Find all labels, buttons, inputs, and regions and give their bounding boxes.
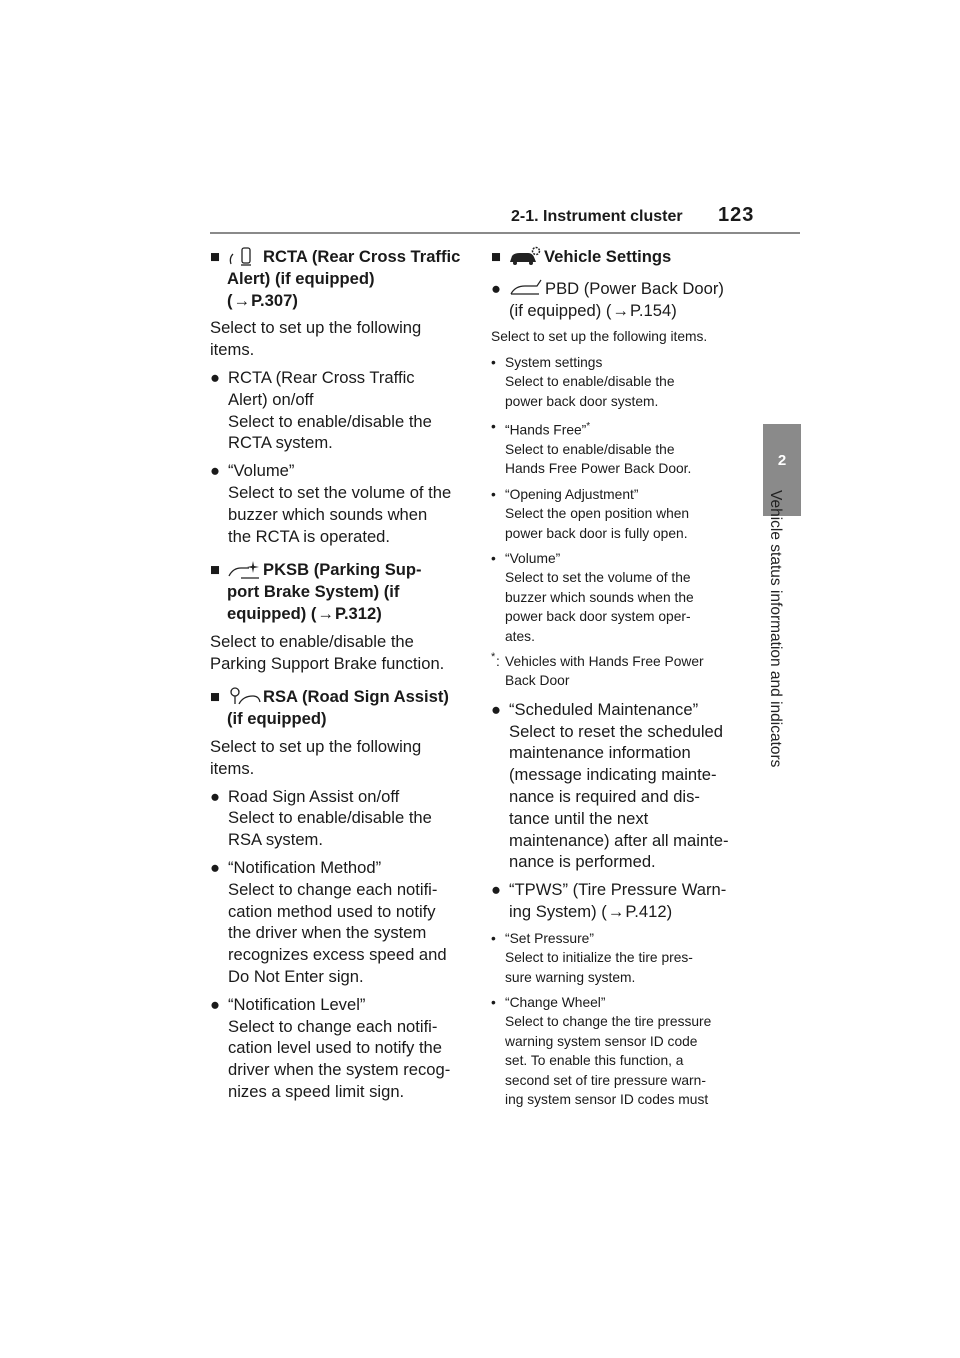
- tpws-item: ● “TPWS” (Tire Pressure Warn- ing System) (→P.412): [491, 880, 727, 922]
- list-item: ● RCTA (Rear Cross Traffic Alert) on/off Select to enable/disable the RCTA system.: [210, 367, 432, 453]
- rcta-intro: Select to set up the following items.: [210, 318, 422, 360]
- list-item: • “Set Pressure” Select to initialize the tire pres- sure warning system.: [491, 930, 693, 985]
- square-marker: ■: [210, 247, 221, 266]
- rsa-icon: [227, 686, 261, 706]
- section-title: 2-1. Instrument cluster: [511, 208, 683, 225]
- right-column: [491, 246, 753, 1116]
- rsa-heading: ■ RSA (Road Sign Assist) (if equipped): [210, 687, 449, 729]
- pbd-icon: [509, 278, 543, 298]
- pksb-icon: [227, 559, 261, 579]
- rcta-icon: [227, 246, 261, 266]
- chapter-number: 2: [777, 452, 787, 469]
- left-column: [210, 246, 468, 1109]
- list-item: ● “Notification Method” Select to change each notifi- cation method used to notify the driver when the system recognizes excess speed and Do Not Enter sign.: [210, 857, 447, 986]
- pbd-item: ● PBD (Power Back Door) (if equipped) (→P.154): [491, 278, 724, 320]
- list-item: ● “Notification Level” Select to change each notifi- cation level used to notify the driver when the system recog- nizes a speed limit sign.: [210, 994, 451, 1101]
- list-item: • “Volume” Select to set the volume of the buzzer which sounds when the power back door system oper- ates.: [491, 551, 694, 644]
- page-number: 123: [718, 204, 755, 226]
- scheduled-maintenance-item: ● “Scheduled Maintenance” Select to reset the scheduled maintenance information (message indicating mainte- nance is required and dis- tance until the next maintenance) after all mainte- nance is performed.: [491, 699, 729, 872]
- rsa-intro: Select to set up the following items.: [210, 736, 422, 778]
- rcta-heading: ■ RCTA (Rear Cross Traffic Alert) (if equipped) (→P.307): [210, 247, 461, 310]
- chapter-label: Vehicle status information and indicators: [767, 490, 784, 768]
- list-item: ● Road Sign Assist on/off Select to enable/disable the RSA system.: [210, 786, 432, 850]
- vehicle-settings-icon: [508, 246, 542, 266]
- list-item: • “Opening Adjustment” Select the open position when power back door is fully open.: [491, 486, 690, 541]
- pksb-heading: ■ PKSB (Parking Sup- port Brake System) (if equipped) (→P.312): [210, 560, 422, 623]
- pbd-intro: Select to set up the following items.: [491, 329, 708, 345]
- pksb-intro: Select to enable/disable the Parking Support Brake function.: [210, 631, 445, 673]
- vehicle-settings-heading: ■ Vehicle Settings: [491, 247, 672, 266]
- footnote: * : Vehicles with Hands Free Power Back Door: [491, 651, 704, 689]
- list-item: • “Hands Free”* Select to enable/disable the Hands Free Power Back Door.: [491, 419, 692, 477]
- list-item: • System settings Select to enable/disable the power back door system.: [491, 354, 675, 409]
- list-item: • “Change Wheel” Select to change the tire pressure warning system sensor ID code set. To enable this function, a second set of tire pressure warn- ing system sensor ID codes must: [491, 995, 712, 1108]
- header-rule: [210, 232, 800, 234]
- list-item: ● “Volume” Select to set the volume of the buzzer which sounds when the RCTA is operated.: [210, 461, 452, 546]
